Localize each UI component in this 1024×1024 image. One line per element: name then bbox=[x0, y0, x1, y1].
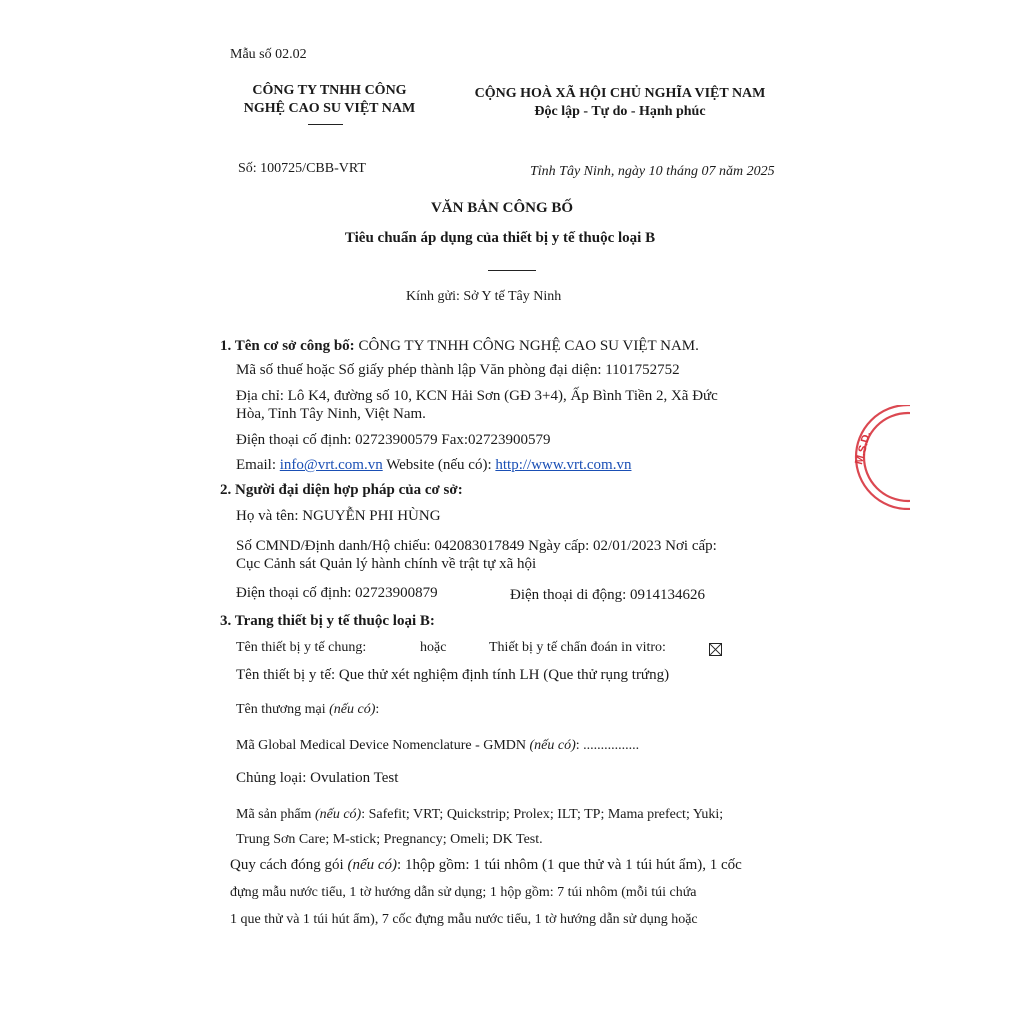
facility-name: CÔNG TY TNHH CÔNG NGHỆ CAO SU VIỆT NAM. bbox=[354, 338, 699, 354]
company-header-line1: CÔNG TY TNHH CÔNG bbox=[252, 83, 407, 98]
or-label: hoặc bbox=[420, 640, 447, 655]
device-name: Tên thiết bị y tế: Que thử xét nghiệm định tính LH (Que thử rụng trứng) bbox=[236, 667, 670, 683]
trade-name-label: Tên thương mại bbox=[236, 702, 330, 717]
title-underline bbox=[488, 270, 536, 271]
fixed-phone: Điện thoại cố định: 02723900879 bbox=[236, 585, 438, 601]
document-number: Số: 100725/CBB-VRT bbox=[238, 161, 366, 176]
form-number: Mẫu số 02.02 bbox=[230, 47, 307, 62]
trade-name-note: (nếu có) bbox=[329, 702, 376, 717]
section1-line bbox=[220, 338, 699, 355]
place-date: Tỉnh Tây Ninh, ngày 10 tháng 07 năm 2025 bbox=[530, 164, 775, 179]
company-header-line2: NGHỆ CAO SU VIỆT NAM bbox=[243, 101, 416, 116]
recipient: Kính gửi: Sở Y tế Tây Ninh bbox=[406, 289, 562, 304]
gmdn-value: : ................ bbox=[575, 738, 640, 753]
email-label: Email: bbox=[236, 457, 280, 473]
section2-heading: 2. Người đại diện hợp pháp của cơ sở: bbox=[220, 482, 463, 498]
mobile-phone: Điện thoại di động: 0914134626 bbox=[510, 587, 705, 603]
product-code-values: : Safefit; VRT; Quickstrip; Prolex; ILT; TP; Mama prefect; Yuki; bbox=[361, 807, 724, 822]
address-line1: Địa chỉ: Lô K4, đường số 10, KCN Hải Sơn (GĐ 3+4), Ấp Bình Tiền 2, Xã Đức bbox=[236, 388, 718, 404]
gmdn-note: (nếu có) bbox=[529, 738, 576, 753]
packaging-line1 bbox=[230, 857, 742, 874]
section3-heading: 3. Trang thiết bị y tế thuộc loại B: bbox=[220, 613, 435, 629]
id-line1: Số CMND/Định danh/Hộ chiếu: 042083017849 Ngày cấp: 02/01/2023 Nơi cấp: bbox=[236, 538, 717, 554]
email-link[interactable]: info@vrt.com.vn bbox=[279, 457, 383, 473]
packaging-label: Quy cách đóng gói bbox=[230, 857, 348, 873]
trade-name-colon: : bbox=[375, 702, 380, 717]
packaging-text1: : 1hộp gồm: 1 túi nhôm (1 que thử và 1 túi hút ẩm), 1 cốc bbox=[397, 857, 742, 873]
website-label: Website (nếu có): bbox=[382, 457, 496, 473]
nation-header-line1: CỘNG HOÀ XÃ HỘI CHỦ NGHĨA VIỆT NAM bbox=[474, 86, 766, 101]
trade-name-line bbox=[236, 702, 379, 718]
svg-text:M.S.D.: M.S.D. bbox=[853, 430, 874, 466]
phone-fax-line: Điện thoại cố định: 02723900579 Fax:02723900579 bbox=[236, 432, 551, 448]
gmdn-label: Mã Global Medical Device Nomenclature - GMDN bbox=[236, 738, 530, 753]
section1-heading: 1. Tên cơ sở công bố: bbox=[220, 338, 355, 354]
document-title: VĂN BẢN CÔNG BỐ bbox=[430, 200, 574, 216]
representative-name: Họ và tên: NGUYỄN PHI HÙNG bbox=[236, 508, 441, 524]
product-code-note: (nếu có) bbox=[314, 807, 362, 822]
ivd-checkbox-checked bbox=[709, 642, 722, 660]
email-website-line bbox=[236, 457, 631, 474]
product-code-label: Mã sản phẩm bbox=[236, 807, 315, 822]
seal-stamp-icon bbox=[840, 405, 910, 510]
packaging-note: (nếu có) bbox=[347, 857, 398, 873]
nation-header-line2: Độc lập - Tự do - Hạnh phúc bbox=[534, 104, 706, 119]
company-seal-partial bbox=[840, 405, 910, 510]
tax-id-line: Mã số thuế hoặc Số giấy phép thành lập Văn phòng đại diện: 1101752752 bbox=[236, 362, 680, 378]
packaging-line2: đựng mẫu nước tiểu, 1 tờ hướng dẫn sử dụng; 1 hộp gồm: 7 túi nhôm (mỗi túi chứa bbox=[230, 885, 697, 900]
product-code-line1 bbox=[236, 807, 723, 823]
address-line2: Hòa, Tỉnh Tây Ninh, Việt Nam. bbox=[236, 406, 426, 422]
id-line2: Cục Cảnh sát Quản lý hành chính về trật tự xã hội bbox=[236, 556, 537, 572]
document-subtitle: Tiêu chuẩn áp dụng của thiết bị y tế thuộc loại B bbox=[344, 230, 656, 246]
website-link[interactable]: http://www.vrt.com.vn bbox=[495, 457, 632, 473]
packaging-line3: 1 que thử và 1 túi hút ẩm), 7 cốc đựng mẫu nước tiểu, 1 tờ hướng dẫn sử dụng hoặc bbox=[230, 912, 698, 927]
ivd-label: Thiết bị y tế chẩn đoán in vitro: bbox=[489, 640, 666, 655]
general-device-label: Tên thiết bị y tế chung: bbox=[236, 640, 367, 655]
gmdn-line bbox=[236, 738, 639, 754]
product-code-line2: Trung Sơn Care; M-stick; Pregnancy; Omeli; DK Test. bbox=[236, 832, 543, 847]
company-header-underline bbox=[308, 124, 343, 125]
type-line: Chủng loại: Ovulation Test bbox=[236, 770, 399, 786]
